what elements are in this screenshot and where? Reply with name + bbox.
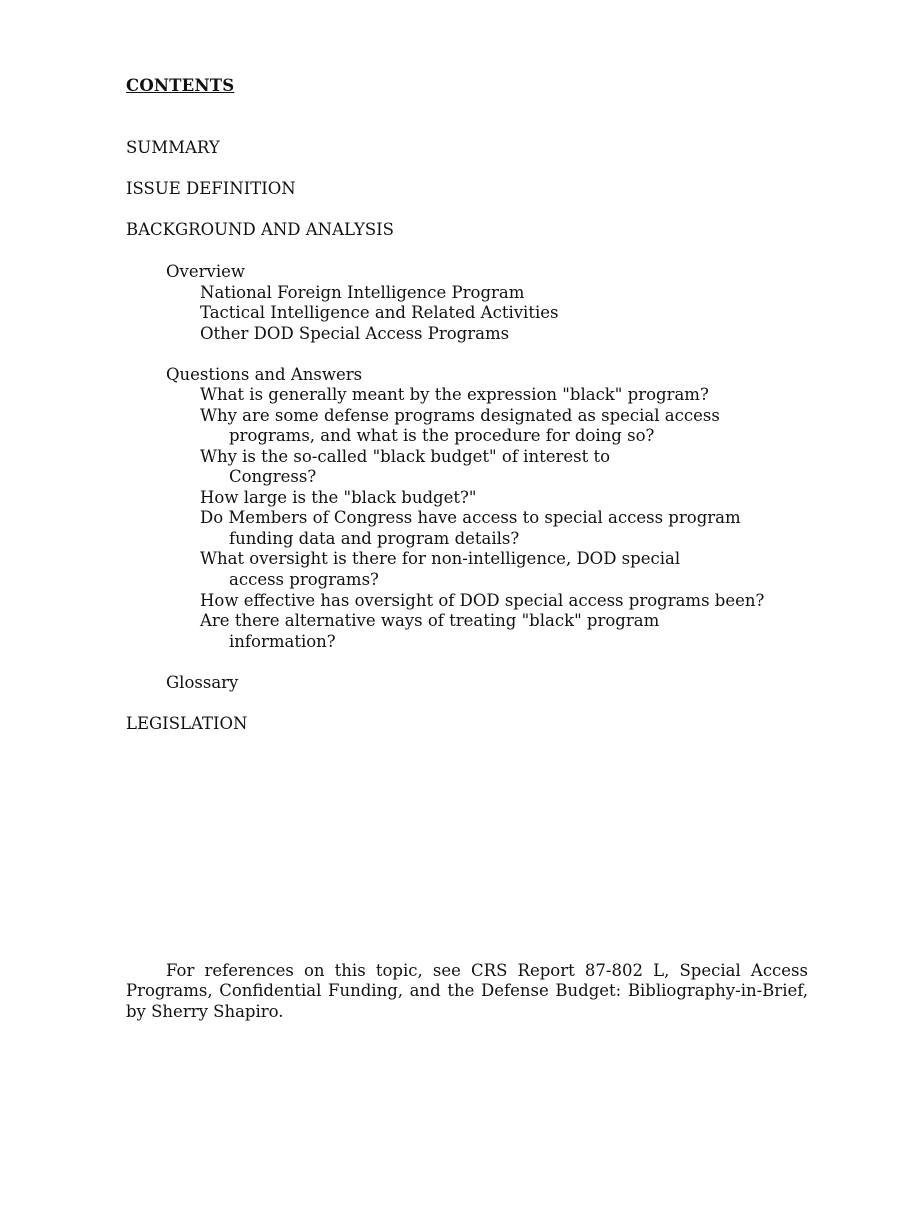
toc-subentry: National Foreign Intelligence Program bbox=[200, 283, 525, 302]
reference-note: For references on this topic, see CRS Report 87-802 L, Special Access Programs, Confidential Funding, and the Defense Budget: Bibliography-in-Brief, by Sherry Shapiro. bbox=[126, 961, 808, 1021]
toc-entry-glossary: Glossary bbox=[166, 673, 239, 692]
toc-entry-background-and-analysis: BACKGROUND AND ANALYSIS bbox=[126, 220, 394, 239]
toc-entry-summary: SUMMARY bbox=[126, 138, 220, 157]
toc-question-continuation: funding data and program details? bbox=[229, 529, 520, 548]
toc-question-continuation: programs, and what is the procedure for doing so? bbox=[229, 426, 655, 445]
toc-question: How large is the "black budget?" bbox=[200, 488, 477, 507]
toc-question: What oversight is there for non-intelligence, DOD special bbox=[200, 549, 681, 568]
toc-question: Why is the so-called "black budget" of interest to bbox=[200, 447, 611, 466]
toc-entry-questions-and-answers: Questions and Answers bbox=[166, 365, 363, 384]
contents-heading: CONTENTS bbox=[126, 76, 235, 95]
toc-subentry: Other DOD Special Access Programs bbox=[200, 324, 510, 343]
toc-question-continuation: access programs? bbox=[229, 570, 379, 589]
toc-entry-legislation: LEGISLATION bbox=[126, 714, 248, 733]
toc-question: Why are some defense programs designated as special access bbox=[200, 406, 720, 425]
toc-entry-overview: Overview bbox=[166, 262, 245, 281]
toc-question-continuation: Congress? bbox=[229, 467, 317, 486]
toc-question: How effective has oversight of DOD special access programs been? bbox=[200, 591, 765, 610]
toc-question: Do Members of Congress have access to special access program bbox=[200, 508, 741, 527]
toc-question: Are there alternative ways of treating "black" program bbox=[200, 611, 660, 630]
toc-entry-issue-definition: ISSUE DEFINITION bbox=[126, 179, 296, 198]
toc-question: What is generally meant by the expression "black" program? bbox=[200, 385, 709, 404]
toc-question-continuation: information? bbox=[229, 632, 336, 651]
toc-subentry: Tactical Intelligence and Related Activities bbox=[200, 303, 559, 322]
